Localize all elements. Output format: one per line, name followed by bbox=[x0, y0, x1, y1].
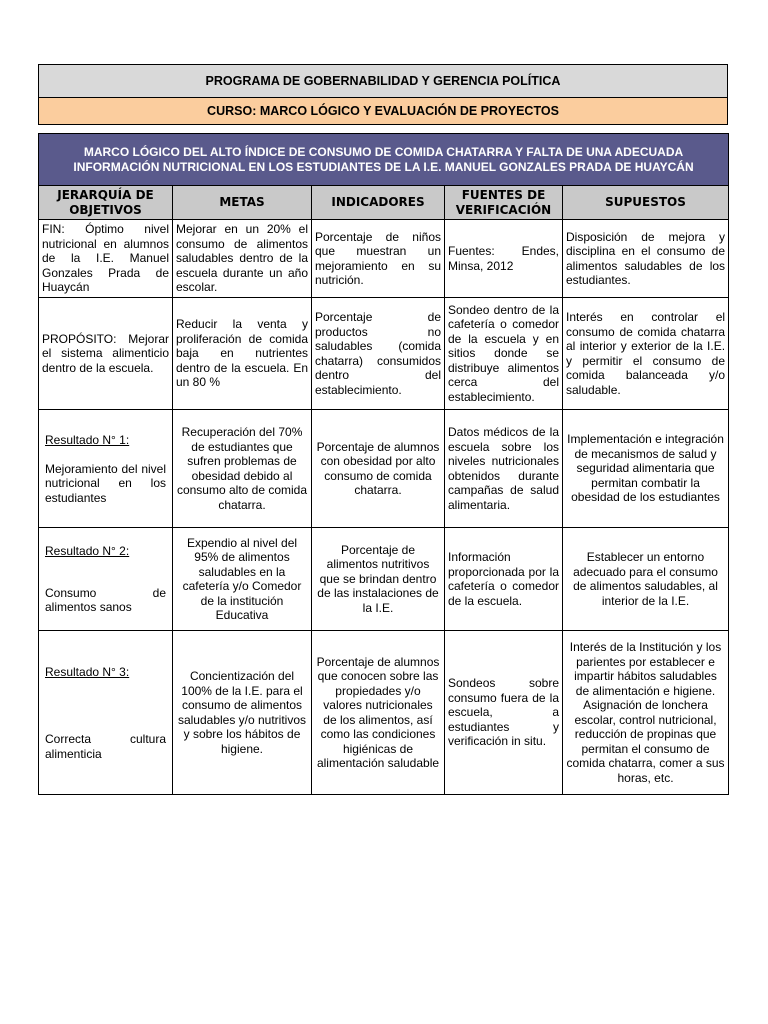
meta-cell: Mejorar en un 20% el consumo de alimentos saludables dentro de la escuela durante un año escolar. bbox=[173, 220, 312, 298]
table-row-resultado-2 bbox=[39, 528, 729, 631]
indicator-cell: Porcentaje de alimentos nutritivos que se brindan dentro de las instalaciones de la I.E. bbox=[312, 528, 445, 631]
column-header-sources: FUENTES DE VERIFICACIÓN bbox=[445, 186, 563, 220]
assumption-cell: Establecer un entorno adecuado para el consumo de alimentos saludables, al interior de la I.E. bbox=[563, 528, 729, 631]
meta-cell: Expendio al nivel del 95% de alimentos saludables en la cafetería y/o Comedor de la institución Educativa bbox=[173, 528, 312, 631]
column-header-row bbox=[39, 186, 729, 220]
objective-cell bbox=[39, 528, 173, 631]
assumption-cell: Disposición de mejora y disciplina en el consumo de alimentos saludables de los estudiantes. bbox=[563, 220, 729, 298]
result-label: Resultado N° 2: bbox=[45, 544, 130, 559]
indicator-cell: Porcentaje de productos no saludables (comida chatarra) consumidos dentro del establecimiento. bbox=[312, 298, 445, 410]
column-header-objectives: JERARQUÍA DE OBJETIVOS bbox=[39, 186, 173, 220]
source-cell: Datos médicos de la escuela sobre los niveles nutricionales obtenidos durante campañas de salud alimentaria. bbox=[445, 410, 563, 528]
course-title: CURSO: MARCO LÓGICO Y EVALUACIÓN DE PROYECTOS bbox=[39, 98, 727, 124]
indicator-cell: Porcentaje de alumnos con obesidad por alto consumo de comida chatarra. bbox=[312, 410, 445, 528]
logical-framework-table bbox=[38, 133, 729, 795]
indicator-cell: Porcentaje de niños que muestran un mejoramiento en su nutrición. bbox=[312, 220, 445, 298]
result-objective: Consumo de alimentos sanos bbox=[45, 585, 166, 615]
program-title: PROGRAMA DE GOBERNABILIDAD Y GERENCIA POLÍTICA bbox=[39, 65, 727, 98]
indicator-cell: Porcentaje de alumnos que conocen sobre las propiedades y/o valores nutricionales de los alimentos, así como las condiciones higiénicas de alimentación saludable bbox=[312, 631, 445, 795]
assumption-cell: Interés en controlar el consumo de comida chatarra al interior y exterior de la I.E. y permitir el consumo de comida balanceada y/o saludable. bbox=[563, 298, 729, 410]
column-header-assumptions: SUPUESTOS bbox=[563, 186, 729, 220]
result-label: Resultado N° 1: bbox=[45, 433, 130, 447]
matrix-title: MARCO LÓGICO DEL ALTO ÍNDICE DE CONSUMO DE COMIDA CHATARRA Y FALTA DE UNA ADECUADA INFORMACIÓN NUTRICIONAL EN LOS ESTUDIANTES DE LA I.E. MANUEL GONZALES PRADA DE HUAYCÁN bbox=[39, 134, 729, 186]
meta-cell: Concientización del 100% de la I.E. para el consumo de alimentos saludables y/o nutritivos y sobre los hábitos de higiene. bbox=[173, 631, 312, 795]
table-row-proposito bbox=[39, 298, 729, 410]
meta-cell: Reducir la venta y proliferación de comida baja en nutrientes dentro de la escuela. En un 80 % bbox=[173, 298, 312, 410]
table-title-row bbox=[39, 134, 729, 186]
meta-cell: Recuperación del 70% de estudiantes que sufren problemas de obesidad debido al consumo alto de comida chatarra. bbox=[173, 410, 312, 528]
objective-cell bbox=[39, 410, 173, 528]
objective-cell bbox=[39, 631, 173, 795]
column-header-metas: METAS bbox=[173, 186, 312, 220]
result-objective: Correcta cultura alimenticia bbox=[45, 732, 166, 761]
objective-cell: PROPÓSITO: Mejorar el sistema alimenticio dentro de la escuela. bbox=[39, 298, 173, 410]
table-row-fin bbox=[39, 220, 729, 298]
column-header-indicators: INDICADORES bbox=[312, 186, 445, 220]
result-objective: Mejoramiento del nivel nutricional en los estudiantes bbox=[45, 461, 166, 505]
source-cell: Información proporcionada por la cafetería o comedor de la escuela. bbox=[445, 528, 563, 631]
source-cell: Sondeo dentro de la cafetería o comedor de la escuela y en sitios donde se distribuye alimentos cerca del establecimiento. bbox=[445, 298, 563, 410]
document-header bbox=[38, 64, 728, 125]
table-row-resultado-3 bbox=[39, 631, 729, 795]
source-cell: Fuentes: Endes, Minsa, 2012 bbox=[445, 220, 563, 298]
table-row-resultado-1 bbox=[39, 410, 729, 528]
source-cell: Sondeos sobre consumo fuera de la escuela, a estudiantes y verificación in situ. bbox=[445, 631, 563, 795]
assumption-cell: Interés de la Institución y los parientes por establecer e impartir hábitos saludables de alimentación e higiene. Asignación de lonchera escolar, control nutricional, reducción de propinas que permitan el consumo de comida chatarra, comer a sus horas, etc. bbox=[563, 631, 729, 795]
result-label: Resultado N° 3: bbox=[45, 664, 130, 679]
assumption-cell: Implementación e integración de mecanismos de salud y seguridad alimentaria que permitan combatir la obesidad de los estudiantes bbox=[563, 410, 729, 528]
objective-cell: FIN: Óptimo nivel nutricional en alumnos de la I.E. Manuel Gonzales Prada de Huaycán bbox=[39, 220, 173, 298]
